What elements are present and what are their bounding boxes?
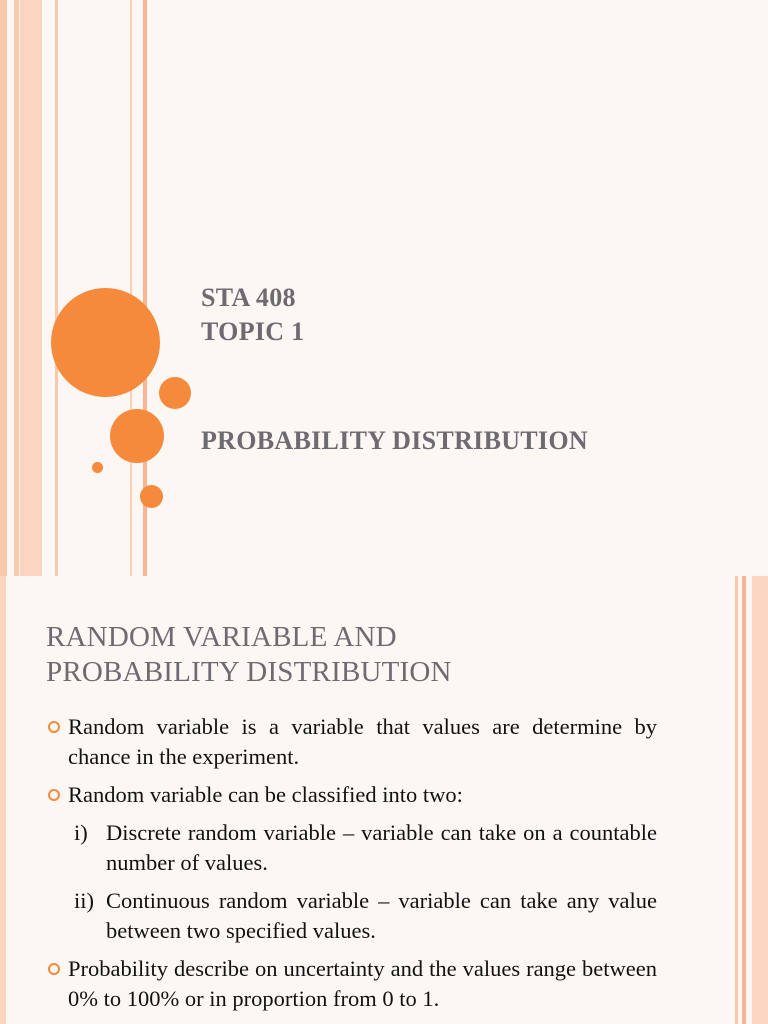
decor-bar bbox=[742, 576, 746, 1024]
slide-title: RANDOM VARIABLE AND PROBABILITY DISTRIBUTION bbox=[46, 621, 452, 688]
decor-bar bbox=[0, 0, 7, 576]
decor-bar bbox=[0, 576, 6, 1024]
sub-item-number: i) bbox=[74, 820, 88, 845]
bullet-item: Random variable can be classified into two: bbox=[46, 780, 657, 810]
bullet-circle-icon bbox=[48, 789, 60, 801]
bullet-circle-icon bbox=[48, 721, 60, 733]
slide-subtitle: PROBABILITY DISTRIBUTION bbox=[201, 426, 588, 455]
decor-bar bbox=[55, 0, 58, 576]
slide-title bbox=[201, 281, 304, 349]
course-code: STA 408 bbox=[201, 283, 296, 312]
decor-bar bbox=[130, 0, 132, 576]
decor-circle bbox=[110, 409, 164, 463]
decor-bar bbox=[752, 576, 768, 1024]
content-slide bbox=[0, 576, 768, 1024]
sub-item-number: ii) bbox=[74, 888, 94, 913]
decor-circle bbox=[159, 377, 191, 409]
sub-item: ii) Continuous random variable – variable can take any value between two specified values. bbox=[74, 888, 657, 943]
topic-label: TOPIC 1 bbox=[201, 317, 305, 346]
decor-bar bbox=[20, 0, 42, 576]
bullet-item: Random variable is a variable that values are determine by chance in the experiment. bbox=[46, 712, 657, 772]
slide-content bbox=[46, 712, 657, 1022]
sub-item: i) Discrete random variable – variable can take on a countable number of values. bbox=[74, 820, 657, 875]
decor-circle-large bbox=[51, 288, 160, 397]
bullet-item: Probability describe on uncertainty and the values range between 0% to 100% or in proportion from 0 to 1. bbox=[46, 954, 657, 1014]
decor-bar bbox=[14, 0, 19, 576]
decor-bar bbox=[735, 576, 738, 1024]
decor-circle bbox=[92, 462, 103, 473]
bullet-circle-icon bbox=[48, 963, 60, 975]
decor-circle bbox=[140, 485, 163, 508]
